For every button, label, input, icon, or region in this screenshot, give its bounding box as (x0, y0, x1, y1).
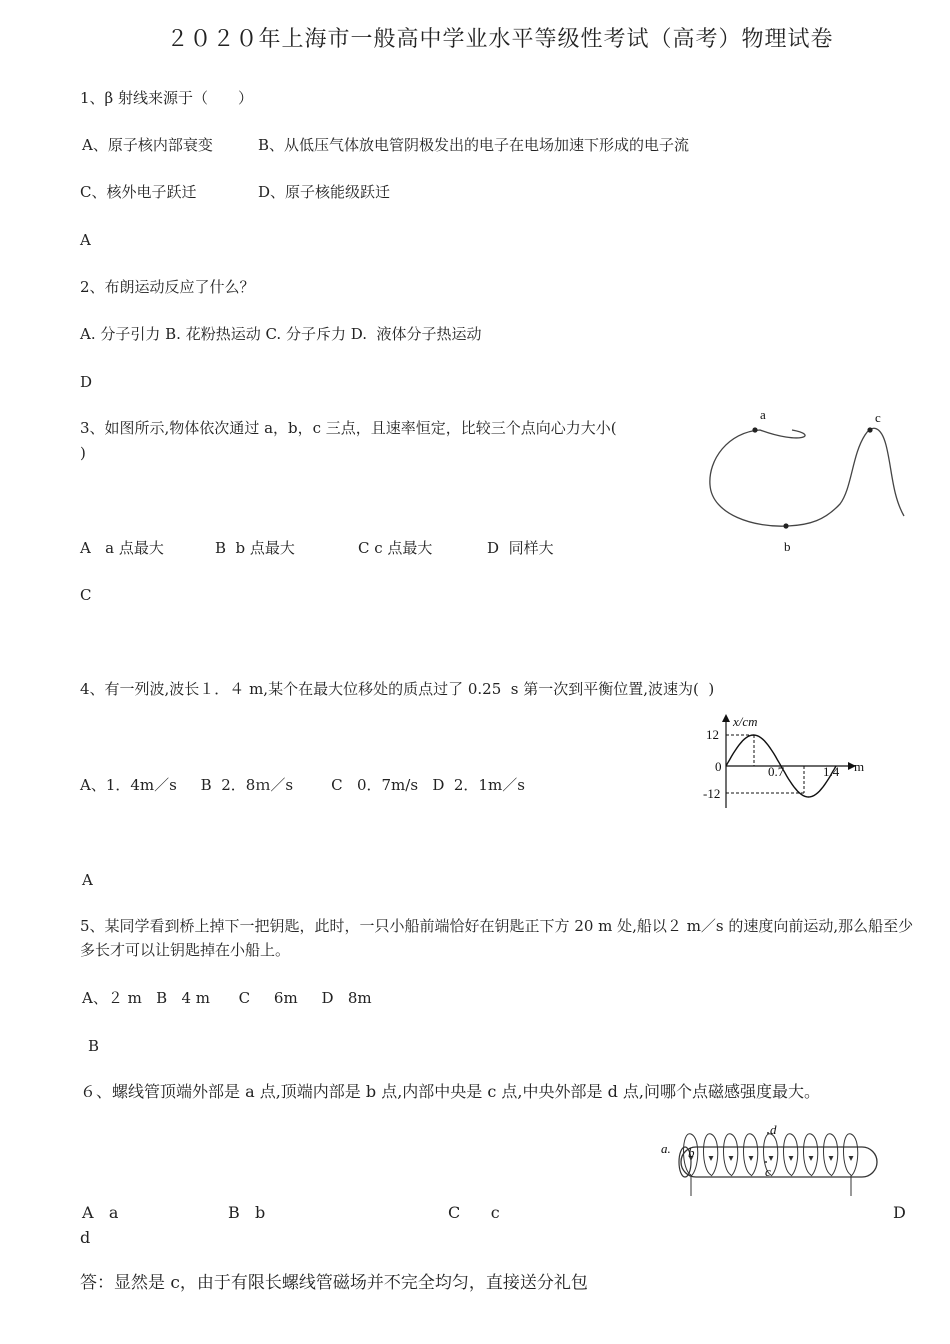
current-arrow-icon (729, 1156, 734, 1161)
q2-question: 2、布朗运动反应了什么？ (80, 278, 255, 296)
q6-question: ６、螺线管顶端外部是 a 点,顶端内部是 b 点,内部中央是 c 点,中央外部是 d 点,问哪个点磁感强度最大。 (80, 1082, 821, 1101)
q2-options: A. 分子引力 B. 花粉热运动 C. 分子斥力 D. 液体分子热运动 (80, 325, 482, 343)
q6-solenoid-figure (655, 1120, 885, 1200)
q4-x-axis-unit: m (854, 759, 865, 774)
q6-option-a: A a (82, 1203, 119, 1222)
current-arrow-icon (789, 1156, 794, 1161)
q2-answer: D (80, 373, 93, 391)
q3-trajectory-figure (700, 400, 915, 560)
q6-option-d-letter: D (893, 1203, 906, 1222)
q3-option-b: B b 点最大 (215, 539, 295, 557)
q3-option-c: C c 点最大 (358, 539, 433, 557)
q3-label-a: a (760, 407, 766, 422)
current-arrow-icon (849, 1156, 854, 1161)
q6-label-c: c (765, 1164, 771, 1179)
page-title: ２０２０年上海市一般高中学业水平等级性考试（高考）物理试卷 (166, 27, 834, 52)
q4-y-axis-label: x/cm (733, 714, 758, 729)
q6-answer: 答：显然是 c，由于有限长螺线管磁场并不完全均匀，直接送分礼包 (80, 1273, 588, 1293)
q5-options: A、２ m B 4 m C 6m D 8m (82, 989, 372, 1007)
q6-label-d: d (770, 1122, 777, 1137)
q3-label-c: c (875, 410, 881, 425)
q4-tick-neg12: -12 (703, 786, 721, 801)
q1-answer: A (80, 231, 91, 249)
current-arrow-icon (749, 1156, 754, 1161)
q6-option-d-value: d (80, 1228, 91, 1247)
q1-question: 1、β 射线来源于（ ） (80, 89, 253, 107)
q1-option-d: D、原子核能级跃迁 (258, 183, 391, 201)
q3-option-a: A a 点最大 (80, 539, 164, 557)
current-arrow-icon (829, 1156, 834, 1161)
q4-question: 4、有一列波,波长１．４ m,某个在最大位移处的质点过了 0.25 s 第一次到平衡位置,波速为( ) (80, 680, 715, 698)
q4-options: A、1．4m／s B 2．8ｍ／s C 0．7m/s D 2．1m／s (80, 776, 525, 794)
q6-option-b: B b (228, 1203, 266, 1222)
q1-option-a: A、原子核内部衰变 (82, 136, 213, 154)
current-arrow-icon (769, 1156, 774, 1161)
current-arrow-icon (809, 1156, 814, 1161)
current-arrow-icon (709, 1156, 714, 1161)
q6-label-a: a. (661, 1141, 671, 1156)
q3-question-line2: ) (80, 444, 86, 462)
q4-answer: A (82, 871, 93, 889)
q3-label-b: b (784, 539, 791, 554)
q3-question-line1: 3、如图所示,物体依次通过 a，b，c 三点，且速率恒定，比较三个点向心力大小( (80, 419, 617, 437)
q4-tick-0: 0 (715, 759, 722, 774)
q4-tick-0-7: 0.7 (768, 764, 785, 779)
q5-question: 5、某同学看到桥上掉下一把钥匙，此时，一只小船前端恰好在钥匙正下方 20 m 处,船以２ m／s 的速度向前运动,那么船至少多长才可以让钥匙掉在小船上。 (80, 917, 914, 959)
q4-wave-graph (700, 712, 870, 812)
q1-option-c: C、核外电子跃迁 (80, 183, 197, 201)
q6-label-b: b (688, 1145, 695, 1160)
q4-tick-12: 12 (706, 727, 719, 742)
q1-option-b: B、从低压气体放电管阴极发出的电子在电场加速下形成的电子流 (258, 136, 690, 154)
q3-answer: C (80, 586, 92, 604)
q5-answer: B (88, 1037, 100, 1055)
q6-option-c: C c (448, 1203, 500, 1222)
q4-tick-1-4: 1.4 (823, 764, 840, 779)
q3-option-d: D 同样大 (487, 539, 554, 557)
